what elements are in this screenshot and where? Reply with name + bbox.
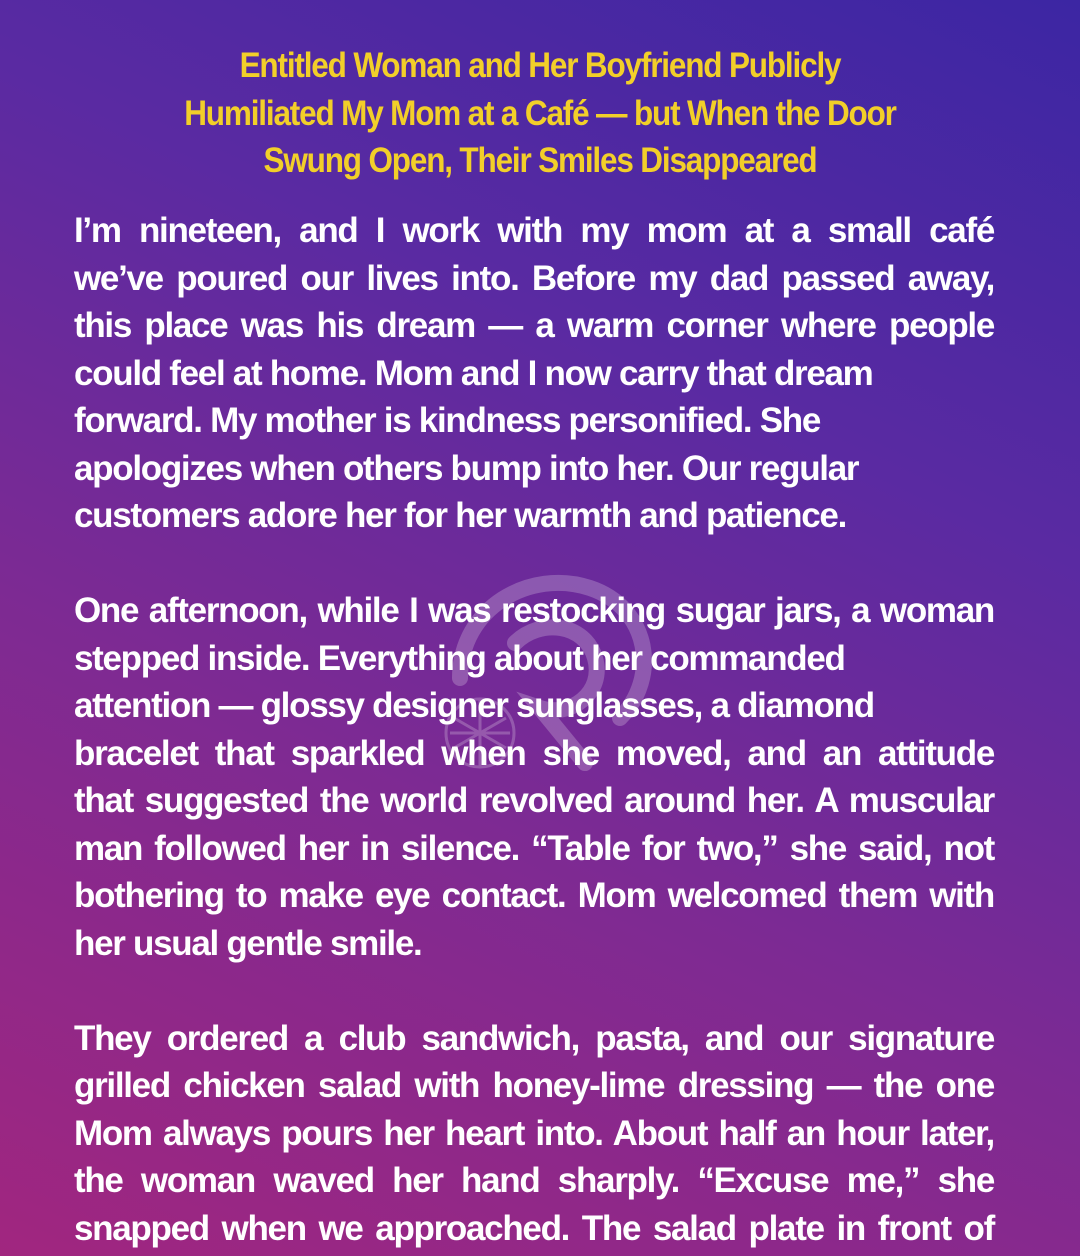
- text-line: stepped inside. Everything about her commanded: [74, 638, 845, 678]
- text-line: we’ve poured our lives into. Before my dad passed away,: [74, 258, 994, 298]
- text-line: They ordered a club sandwich, pasta, and our signature: [74, 1018, 994, 1058]
- text-line: her usual gentle smile.: [74, 923, 422, 963]
- title-line: Entitled Woman and Her Boyfriend Publicly: [239, 46, 841, 85]
- paragraph-gap: [74, 967, 994, 1015]
- text-line: I’m nineteen, and I work with my mom at a small café: [74, 211, 994, 250]
- text-line: this place was his dream — a warm corner where people: [74, 306, 994, 345]
- text-line: One afternoon, while I was restocking sugar jars, a woman: [74, 591, 994, 630]
- text-line: the woman waved her hand sharply. “Excuse me,” she: [74, 1161, 994, 1200]
- paragraph: [74, 207, 994, 540]
- text-line: attention — glossy designer sunglasses, a diamond: [74, 686, 874, 725]
- text-line: bothering to make eye contact. Mom welcomed them with: [74, 876, 994, 915]
- title-line: Humiliated My Mom at a Café — but When the Door: [184, 93, 896, 133]
- paragraph: [74, 1015, 994, 1253]
- text-line: forward. My mother is kindness personified. She: [74, 401, 821, 440]
- title-line: Swung Open, Their Smiles Disappeared: [263, 141, 817, 180]
- paragraph-gap: [74, 540, 994, 588]
- text-line: bracelet that sparkled when she moved, and an attitude: [74, 733, 994, 773]
- story-body: [74, 207, 994, 1252]
- text-line: Mom always pours her heart into. About half an hour later,: [74, 1113, 994, 1153]
- text-line: apologizes when others bump into her. Our regular: [74, 448, 859, 488]
- text-line: that suggested the world revolved around her. A muscular: [74, 781, 994, 820]
- text-line: customers adore her for her warmth and patience.: [74, 496, 846, 535]
- text-line: grilled chicken salad with honey-lime dressing — the one: [74, 1066, 994, 1105]
- text-line: man followed her in silence. “Table for two,” she said, not: [74, 828, 994, 868]
- text-line: could feel at home. Mom and I now carry that dream: [74, 353, 873, 393]
- paragraph: [74, 587, 994, 967]
- text-line: snapped when we approached. The salad plate in front of: [74, 1208, 994, 1248]
- article-title: [108, 42, 972, 185]
